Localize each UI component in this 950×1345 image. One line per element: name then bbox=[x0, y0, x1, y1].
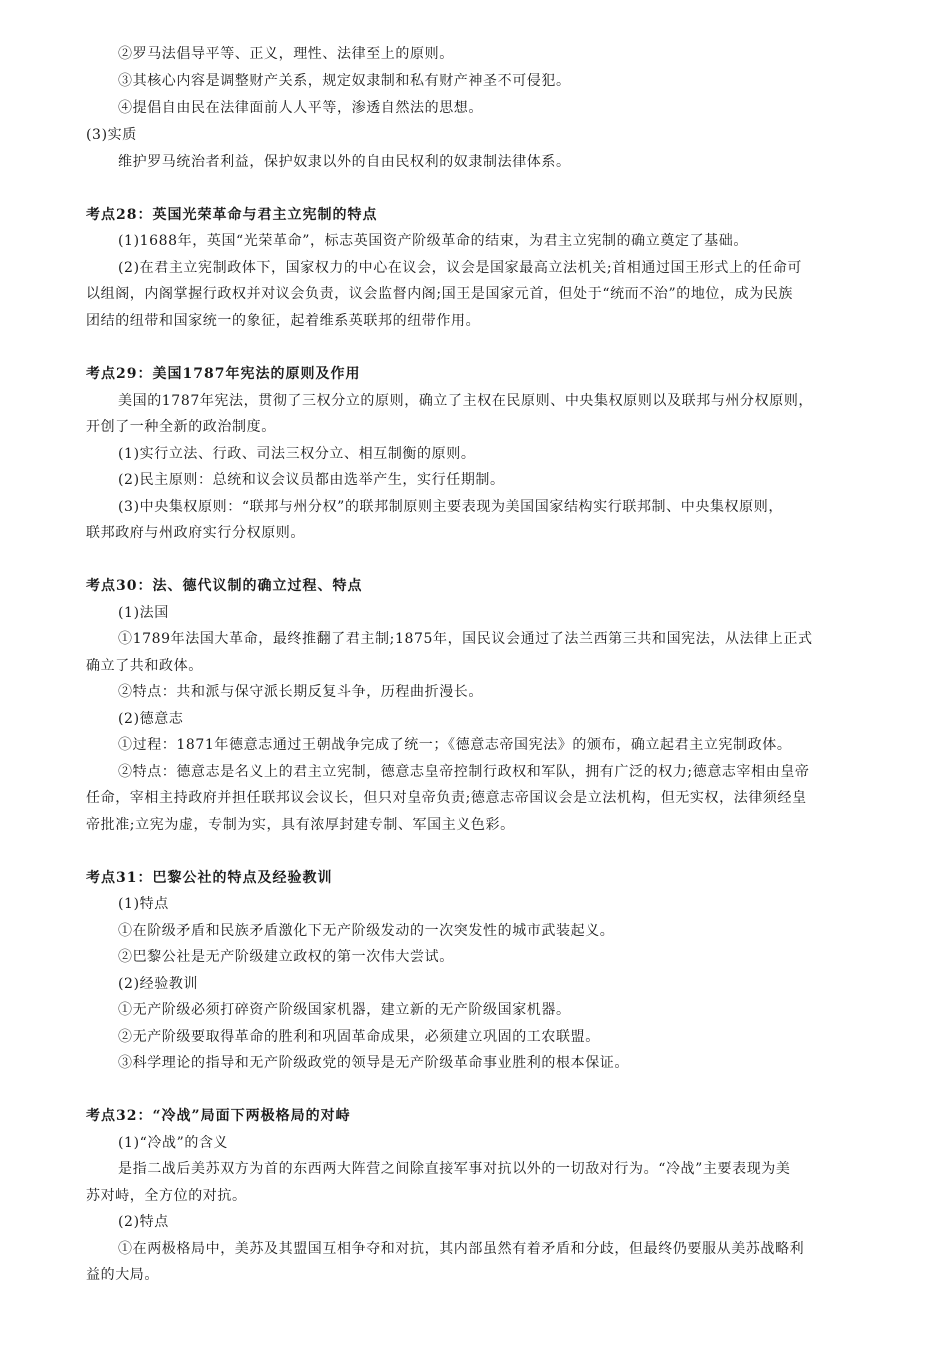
text-line: (2)在君主立宪制政体下，国家权力的中心在议会，议会是国家最高立法机关;首相通过国王形式上的任命可 bbox=[118, 260, 802, 276]
section-heading-30: 考点30：法、德代议制的确立过程、特点 bbox=[86, 578, 363, 594]
text-line: ②巴黎公社是无产阶级建立政权的第一次伟大尝试。 bbox=[118, 949, 454, 965]
text-line: 帝批准;立宪为虚，专制为实，具有浓厚封建专制、军国主义色彩。 bbox=[86, 817, 515, 833]
text-line: 维护罗马统治者利益，保护奴隶以外的自由民权利的奴隶制法律体系。 bbox=[118, 154, 571, 170]
text-line: ③科学理论的指导和无产阶级政党的领导是无产阶级革命事业胜利的根本保证。 bbox=[118, 1055, 629, 1071]
text-line: ①过程：1871年德意志通过王朝战争完成了统一；《德意志帝国宪法》的颁布，确立起君主立宪制政体。 bbox=[118, 737, 792, 753]
text-line: 联邦政府与州政府实行分权原则。 bbox=[86, 525, 305, 541]
subsection-label: (1)“冷战”的含义 bbox=[118, 1135, 229, 1151]
text-line: (1)实行立法、行政、司法三权分立、相互制衡的原则。 bbox=[118, 446, 476, 462]
text-line: 团结的纽带和国家统一的象征，起着维系英联邦的纽带作用。 bbox=[86, 313, 481, 329]
text-line: ①1789年法国大革命，最终推翻了君主制;1875年，国民议会通过了法兰西第三共和国宪法，从法律上正式 bbox=[118, 631, 813, 647]
text-line: 是指二战后美苏双方为首的东西两大阵营之间除直接军事对抗以外的一切敌对行为。“冷战”主要表现为美 bbox=[118, 1161, 791, 1177]
text-line: 任命，宰相主持政府并担任联邦议会议长，但只对皇帝负责;德意志帝国议会是立法机构，但无实权，法律须经皇 bbox=[86, 790, 807, 806]
section-heading-32: 考点32：“冷战”局面下两极格局的对峙 bbox=[86, 1108, 351, 1124]
text-line: (3)中央集权原则：“联邦与州分权”的联邦制原则主要表现为美国国家结构实行联邦制、中央集权原则， bbox=[118, 499, 783, 515]
section-heading-31: 考点31：巴黎公社的特点及经验教训 bbox=[86, 870, 333, 886]
text-line: ②特点：德意志是名义上的君主立宪制，德意志皇帝控制行政权和军队，拥有广泛的权力;德意志宰相由皇帝 bbox=[118, 764, 810, 780]
text-line: ①在阶级矛盾和民族矛盾激化下无产阶级发动的一次突发性的城市武装起义。 bbox=[118, 923, 615, 939]
subsection-label: (2)经验教训 bbox=[118, 976, 199, 992]
text-line: (1)1688年，英国“光荣革命”，标志英国资产阶级革命的结束，为君主立宪制的确立奠定了基础。 bbox=[118, 233, 748, 249]
section-heading-29: 考点29：美国1787年宪法的原则及作用 bbox=[86, 366, 361, 382]
text-line: ③其核心内容是调整财产关系，规定奴隶制和私有财产神圣不可侵犯。 bbox=[118, 73, 571, 89]
text-line: ②特点：共和派与保守派长期反复斗争，历程曲折漫长。 bbox=[118, 684, 483, 700]
text-line: 以组阁，内阁掌握行政权并对议会负责，议会监督内阁;国王是国家元首，但处于“统而不治”的地位，成为民族 bbox=[86, 286, 794, 302]
subsection-label: (3)实质 bbox=[86, 127, 137, 143]
subsection-label: (1)法国 bbox=[118, 605, 169, 621]
text-line: ①在两极格局中，美苏及其盟国互相争夺和对抗，其内部虽然有着矛盾和分歧，但最终仍要服从美苏战略利 bbox=[118, 1241, 805, 1257]
text-line: ②无产阶级要取得革命的胜利和巩固革命成果，必须建立巩固的工农联盟。 bbox=[118, 1029, 600, 1045]
text-line: 益的大局。 bbox=[86, 1267, 159, 1283]
text-line: 确立了共和政体。 bbox=[86, 658, 203, 674]
subsection-label: (1)特点 bbox=[118, 896, 169, 912]
text-line: 美国的1787年宪法，贯彻了三权分立的原则，确立了主权在民原则、中央集权原则以及联邦与州分权原则， bbox=[118, 393, 814, 409]
text-line: ①无产阶级必须打碎资产阶级国家机器，建立新的无产阶级国家机器。 bbox=[118, 1002, 571, 1018]
text-line: ②罗马法倡导平等、正义，理性、法律至上的原则。 bbox=[118, 46, 454, 62]
section-heading-28: 考点28：英国光荣革命与君主立宪制的特点 bbox=[86, 207, 378, 223]
text-line: 苏对峙，全方位的对抗。 bbox=[86, 1188, 247, 1204]
subsection-label: (2)特点 bbox=[118, 1214, 169, 1230]
text-line: 开创了一种全新的政治制度。 bbox=[86, 419, 276, 435]
subsection-label: (2)德意志 bbox=[118, 711, 184, 727]
text-line: ④提倡自由民在法律面前人人平等，渗透自然法的思想。 bbox=[118, 100, 483, 116]
text-line: (2)民主原则：总统和议会议员都由选举产生，实行任期制。 bbox=[118, 472, 505, 488]
